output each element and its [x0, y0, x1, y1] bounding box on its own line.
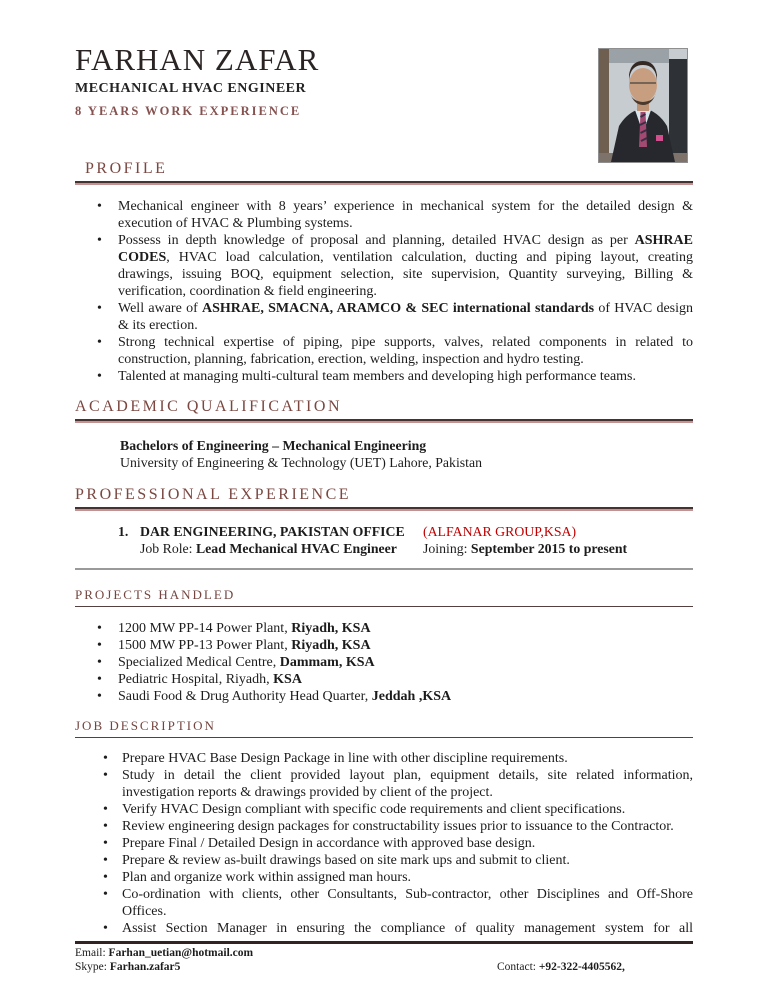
- list-item: [103, 852, 693, 869]
- portrait-photo-graphic: [599, 49, 687, 162]
- section-divider: [75, 181, 693, 185]
- company-group: [423, 523, 693, 540]
- job-role: [140, 540, 423, 557]
- bold-text: Dammam, KSA: [279, 655, 375, 671]
- job-description-bullet-list: [103, 750, 693, 937]
- text: Saudi Food & Drug Authority Head Quarter,: [118, 689, 372, 705]
- text: Study in detail the client provided layout plan, equipment details, site related information, investigation reports & drawings provided by client of the project.: [122, 768, 693, 801]
- text: Mechanical engineer with 8 years’ experience in mechanical system for the detailed design & execution of HVAC & Plumbing systems.: [118, 199, 693, 232]
- text: 1200 MW PP-14 Power Plant,: [118, 621, 292, 637]
- gray-divider: [75, 568, 693, 570]
- bold-text: ASHRAE CODES: [118, 233, 693, 266]
- company-name: DAR ENGINEERING, PAKISTAN OFFICE: [140, 524, 405, 540]
- bold-text: +92-322-4405562,: [538, 961, 625, 974]
- text: Plan and organize work within assigned man hours.: [122, 870, 412, 886]
- section-experience: [75, 486, 693, 570]
- list-item: [97, 637, 693, 654]
- list-item: [97, 300, 693, 334]
- bold-text: ASHRAE, SMACNA, ARAMCO & SEC international standards: [202, 301, 595, 317]
- list-item: [103, 869, 693, 886]
- academic-heading: ACADEMIC QUALIFICATION: [75, 398, 342, 416]
- list-item: [97, 654, 693, 671]
- profile-bullet-list: [97, 198, 693, 385]
- bold-text: Jeddah ,KSA: [371, 689, 452, 705]
- bold-text: Riyadh, KSA: [291, 621, 371, 637]
- text: Assist Section Manager in ensuring the compliance of quality management system for all: [122, 921, 693, 937]
- bold-text: Lead Mechanical HVAC Engineer: [195, 541, 397, 557]
- text: Contact:: [497, 961, 539, 974]
- profile-heading: PROFILE: [85, 160, 168, 178]
- text: , HVAC load calculation, ventilation calculation, ducting and piping layout, creating drawings, issuing BOQ, equipment selection, site supervision, Quantity surveying, Billing & verification, coordination & field engineering.: [118, 250, 693, 300]
- experience-role-row: [118, 540, 693, 557]
- text: (ALFANAR GROUP,KSA): [423, 524, 577, 540]
- text: Co-ordination with clients, other Consultants, Sub-contractor, other Disciplines and Off-Shore Offices.: [122, 887, 693, 920]
- academic-details: [120, 437, 693, 471]
- text: Pediatric Hospital, Riyadh,: [118, 672, 274, 688]
- section-projects: [75, 587, 693, 705]
- degree-title: Bachelors of Engineering – Mechanical Engineering: [120, 438, 427, 454]
- list-item: [97, 671, 693, 688]
- entry-number: 1.: [118, 524, 129, 540]
- header: [75, 43, 693, 119]
- experience-company-row: [118, 523, 693, 540]
- list-item: [103, 886, 693, 920]
- text: Review engineering design packages for constructability issues prior to issuance to the Contractor.: [122, 819, 674, 835]
- joining-date: [423, 540, 693, 557]
- list-item: [97, 620, 693, 637]
- section-job-description: [75, 718, 693, 937]
- text: Talented at managing multi-cultural team members and developing high performance teams.: [118, 369, 637, 385]
- section-divider: [75, 419, 693, 423]
- skype-contact-line: [75, 960, 693, 974]
- text: Prepare HVAC Base Design Package in line with other discipline requirements.: [122, 751, 568, 767]
- experience-summary: 8 YEARS WORK EXPERIENCE: [75, 104, 302, 119]
- text: Verify HVAC Design compliant with specific code requirements and client specifications.: [122, 802, 626, 818]
- university-name: University of Engineering & Technology (UET) Lahore, Pakistan: [120, 455, 483, 471]
- text: Possess in depth knowledge of proposal and planning, detailed HVAC design as per: [118, 233, 635, 249]
- text: 1500 MW PP-13 Power Plant,: [118, 638, 292, 654]
- text: of HVAC design & its erection.: [118, 301, 693, 334]
- text: Skype:: [75, 961, 110, 974]
- text: Prepare Final / Detailed Design in accordance with approved base design.: [122, 836, 536, 852]
- bold-text: September 2015 to present: [470, 541, 628, 557]
- text: Specialized Medical Centre,: [118, 655, 280, 671]
- bold-text: Farhan.zafar5: [109, 961, 181, 974]
- list-item: [97, 198, 693, 232]
- list-item: [97, 688, 693, 705]
- text: Prepare & review as-built drawings based on site mark ups and submit to client.: [122, 853, 570, 869]
- list-item: [103, 818, 693, 835]
- section-divider: [75, 507, 693, 511]
- text: Well aware of: [118, 301, 203, 317]
- phone-line: [497, 960, 625, 974]
- email-line: [75, 946, 693, 960]
- text: Joining:: [423, 541, 471, 557]
- list-item: [103, 767, 693, 801]
- bold-text: Farhan_uetian@hotmail.com: [108, 947, 254, 960]
- bold-text: KSA: [273, 672, 302, 688]
- list-item: [103, 920, 693, 937]
- text: Strong technical expertise of piping, pipe supports, valves, related components in related to construction, planning, fabrication, erection, welding, inspection and hydro testing.: [118, 335, 693, 368]
- list-item: [97, 232, 693, 300]
- projects-bullet-list: [97, 620, 693, 705]
- skype-line: [75, 961, 180, 973]
- section-profile: [75, 160, 693, 385]
- text: Email:: [75, 947, 109, 960]
- footer-divider: [75, 941, 693, 944]
- bold-text: Riyadh, KSA: [291, 638, 371, 654]
- candidate-job-title: MECHANICAL HVAC ENGINEER: [75, 81, 307, 97]
- text: Job Role:: [140, 541, 196, 557]
- footer: [75, 941, 693, 974]
- footer-contact-block: [75, 946, 693, 974]
- list-item: [103, 750, 693, 767]
- experience-entry: [118, 523, 693, 557]
- job-description-heading: JOB DESCRIPTION: [75, 718, 693, 738]
- section-academic: [75, 398, 693, 471]
- candidate-name: FARHAN ZAFAR: [75, 42, 320, 77]
- projects-heading: PROJECTS HANDLED: [75, 587, 693, 607]
- list-item: [103, 801, 693, 818]
- portrait-photo: [598, 48, 688, 163]
- list-item: [97, 368, 693, 385]
- experience-heading: PROFESSIONAL EXPERIENCE: [75, 486, 352, 504]
- list-item: [103, 835, 693, 852]
- list-item: [97, 334, 693, 368]
